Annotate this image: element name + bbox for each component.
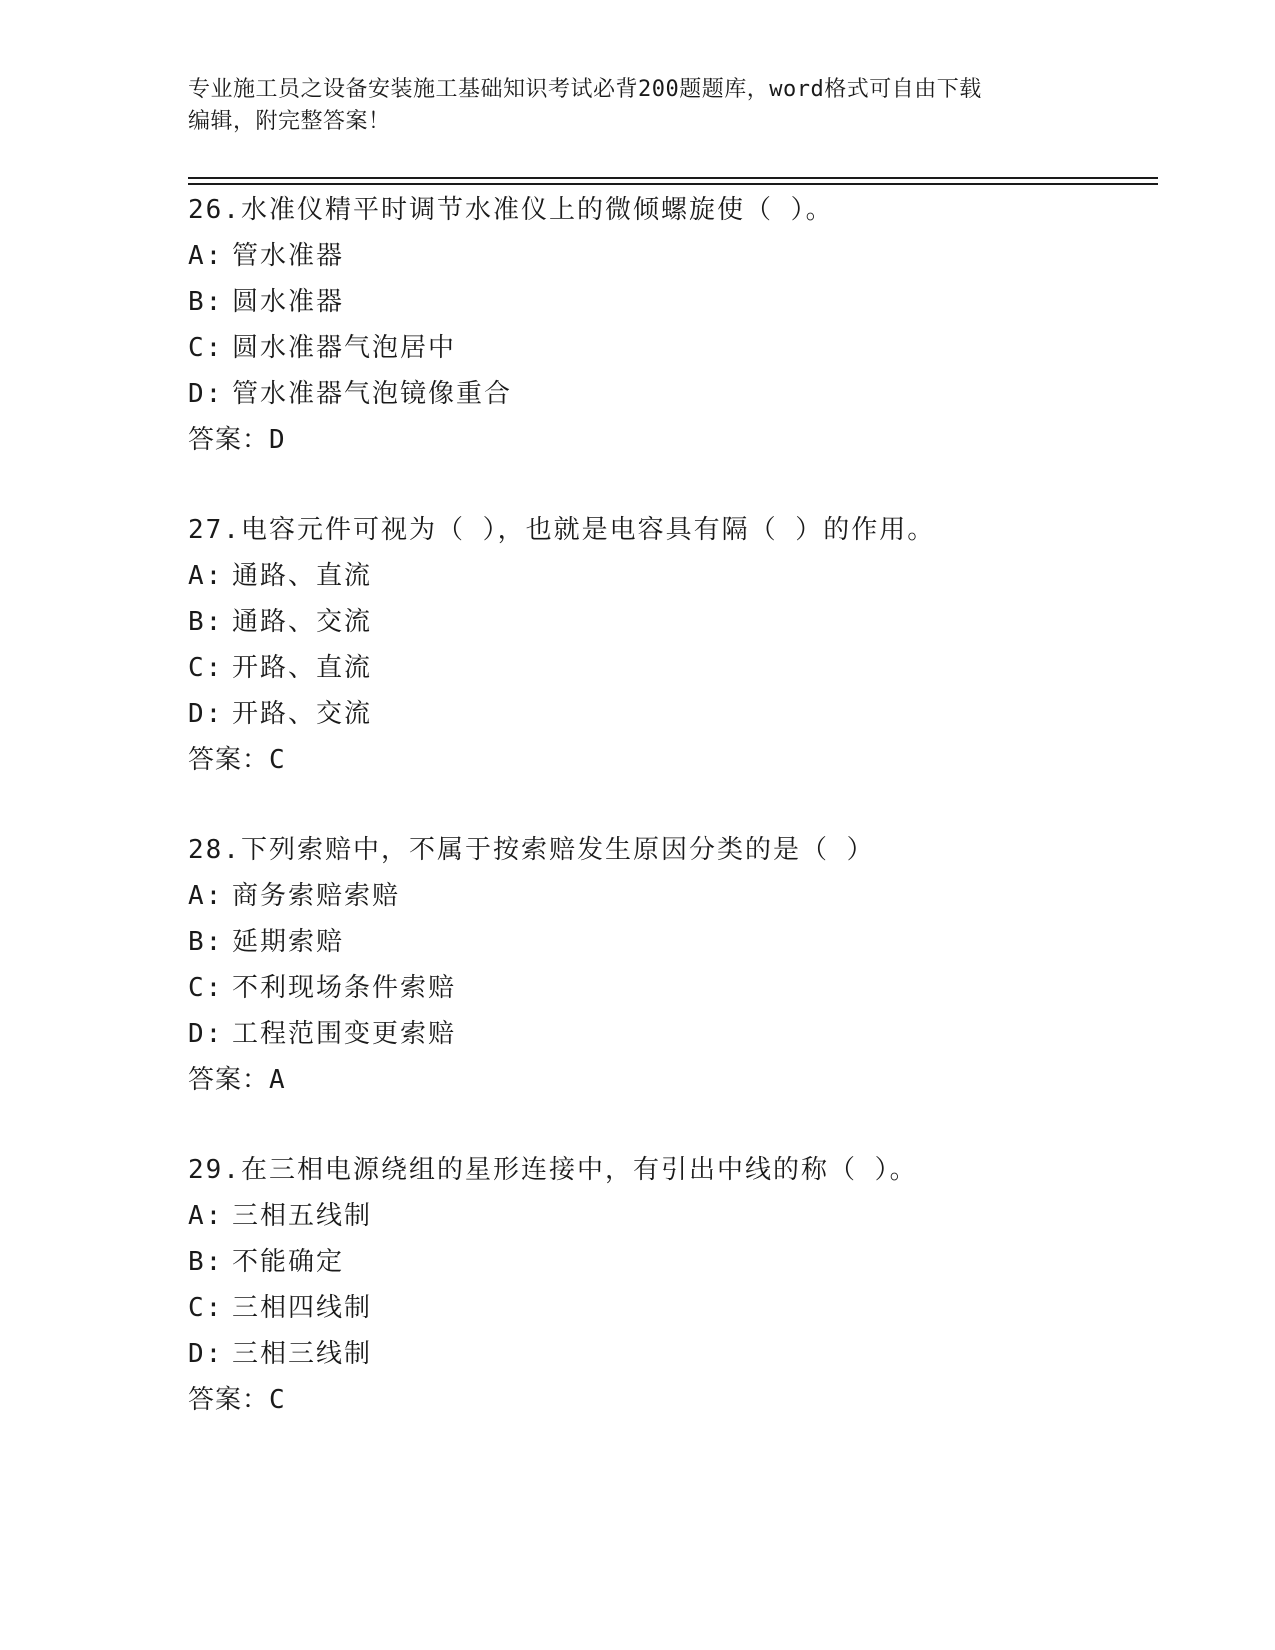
option-key: C: [188, 653, 224, 683]
question-stem: 26.水准仪精平时调节水准仪上的微倾螺旋使（ ）。 [188, 195, 834, 225]
option-text: 商务索赔索赔 [232, 881, 401, 911]
option-c [188, 1285, 1188, 1331]
option-a [188, 873, 1188, 919]
option-text: 不能确定 [232, 1247, 345, 1277]
option-text: 开路、直流 [232, 653, 373, 683]
option-text: 三相五线制 [232, 1201, 373, 1231]
answer-line: 答案：C [188, 745, 286, 775]
answer-line: 答案：A [188, 1065, 286, 1095]
option-key: A: [188, 241, 224, 271]
option-a [188, 1193, 1188, 1239]
option-text: 三相三线制 [232, 1339, 373, 1369]
option-key: A: [188, 1201, 224, 1231]
option-a [188, 553, 1188, 599]
header-line-2: 编辑，附完整答案！ [188, 109, 391, 134]
option-key: A: [188, 881, 224, 911]
option-b [188, 279, 1188, 325]
question-stem: 27.电容元件可视为（ ），也就是电容具有隔（ ）的作用。 [188, 515, 936, 545]
option-text: 工程范围变更索赔 [232, 1019, 457, 1049]
answer-line: 答案：D [188, 425, 286, 455]
option-b [188, 599, 1188, 645]
option-key: B: [188, 607, 224, 637]
option-d [188, 691, 1188, 737]
option-key: C: [188, 333, 224, 363]
option-text: 管水准器气泡镜像重合 [232, 379, 513, 409]
option-key: B: [188, 927, 224, 957]
option-c [188, 645, 1188, 691]
option-text: 管水准器 [232, 241, 345, 271]
option-text: 圆水准器 [232, 287, 345, 317]
option-b [188, 919, 1188, 965]
option-d [188, 1011, 1188, 1057]
option-c [188, 965, 1188, 1011]
question-block [188, 187, 1188, 463]
header-line-1: 专业施工员之设备安装施工基础知识考试必背200题题库，word格式可自由下载 [188, 77, 982, 102]
option-key: B: [188, 1247, 224, 1277]
question-stem: 29.在三相电源绕组的星形连接中，有引出中线的称（ ）。 [188, 1155, 918, 1185]
option-key: B: [188, 287, 224, 317]
answer-line: 答案：C [188, 1385, 286, 1415]
option-key: D: [188, 1019, 224, 1049]
option-key: C: [188, 1293, 224, 1323]
option-b [188, 1239, 1188, 1285]
option-text: 延期索赔 [232, 927, 345, 957]
option-a [188, 233, 1188, 279]
option-key: C: [188, 973, 224, 1003]
option-key: D: [188, 1339, 224, 1369]
option-key: D: [188, 699, 224, 729]
header-divider-bottom [188, 183, 1158, 185]
option-text: 三相四线制 [232, 1293, 373, 1323]
question-block [188, 827, 1188, 1103]
question-block [188, 1147, 1188, 1423]
option-text: 开路、交流 [232, 699, 373, 729]
option-d [188, 1331, 1188, 1377]
question-block [188, 507, 1188, 783]
document-header [188, 74, 1088, 138]
option-text: 通路、直流 [232, 561, 373, 591]
option-c [188, 325, 1188, 371]
question-stem: 28.下列索赔中，不属于按索赔发生原因分类的是（ ） [188, 835, 875, 865]
option-text: 不利现场条件索赔 [232, 973, 457, 1003]
option-key: D: [188, 379, 224, 409]
header-divider-top [188, 177, 1158, 179]
option-text: 通路、交流 [232, 607, 373, 637]
option-d [188, 371, 1188, 417]
option-text: 圆水准器气泡居中 [232, 333, 457, 363]
option-key: A: [188, 561, 224, 591]
